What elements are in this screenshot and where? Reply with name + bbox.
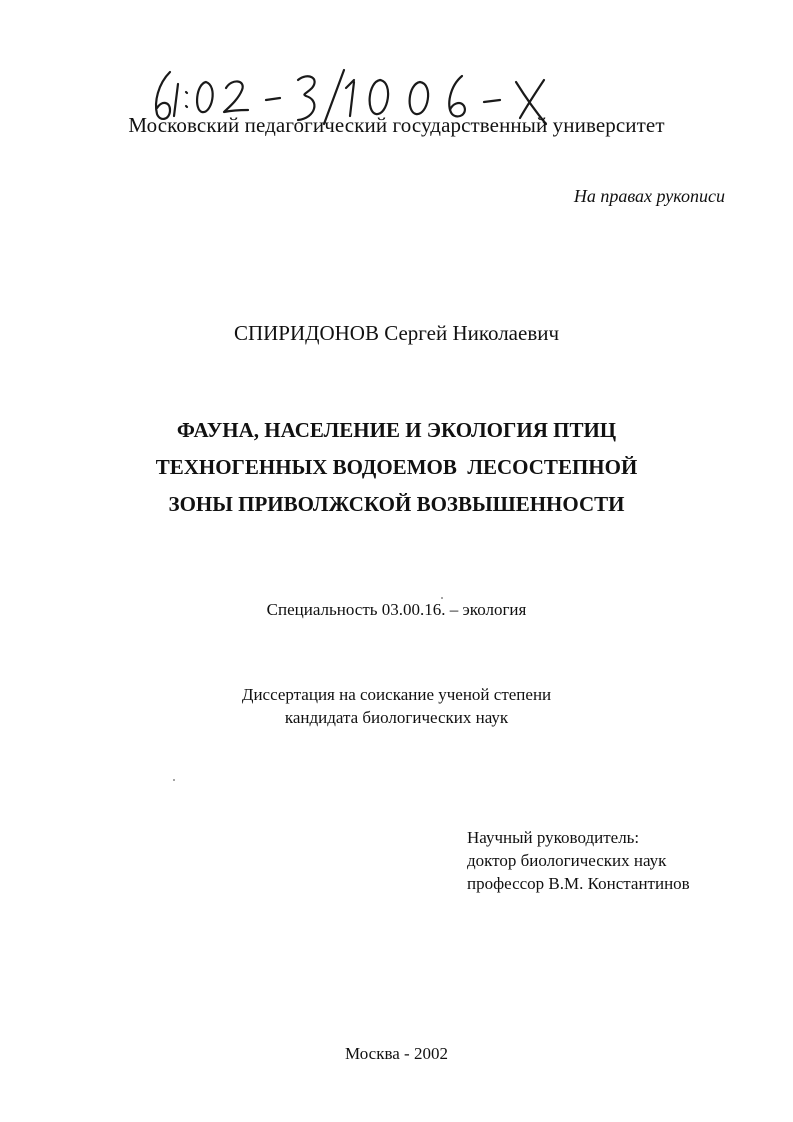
specialty-line: Специальность 03.00.16. – экология [266, 600, 527, 619]
university-name: Московский педагогический государственный университет [128, 113, 665, 137]
supervisor-line: доктор биологических наук [467, 851, 667, 870]
rights-note: На правах рукописи [573, 186, 725, 206]
author-name: СПИРИДОНОВ Сергей Николаевич [233, 321, 560, 345]
supervisor-block [467, 826, 690, 895]
dissertation-title [0, 412, 793, 523]
supervisor-line: Научный руководитель: [467, 828, 640, 847]
scan-speck [441, 597, 443, 599]
scan-speck [173, 779, 175, 781]
degree-line: кандидата биологических наук [284, 708, 509, 727]
city-year: Москва - 2002 [345, 1044, 448, 1063]
supervisor-line: профессор В.М. Константинов [467, 874, 690, 893]
degree-statement [0, 683, 793, 729]
title-line: ФАУНА, НАСЕЛЕНИЕ И ЭКОЛОГИЯ ПТИЦ [176, 418, 617, 442]
degree-line: Диссертация на соискание ученой степени [241, 685, 552, 704]
title-line: ТЕХНОГЕННЫХ ВОДОЕМОВ ЛЕСОСТЕПНОЙ [155, 455, 638, 479]
title-line: ЗОНЫ ПРИВОЛЖСКОЙ ВОЗВЫШЕННОСТИ [168, 492, 625, 516]
